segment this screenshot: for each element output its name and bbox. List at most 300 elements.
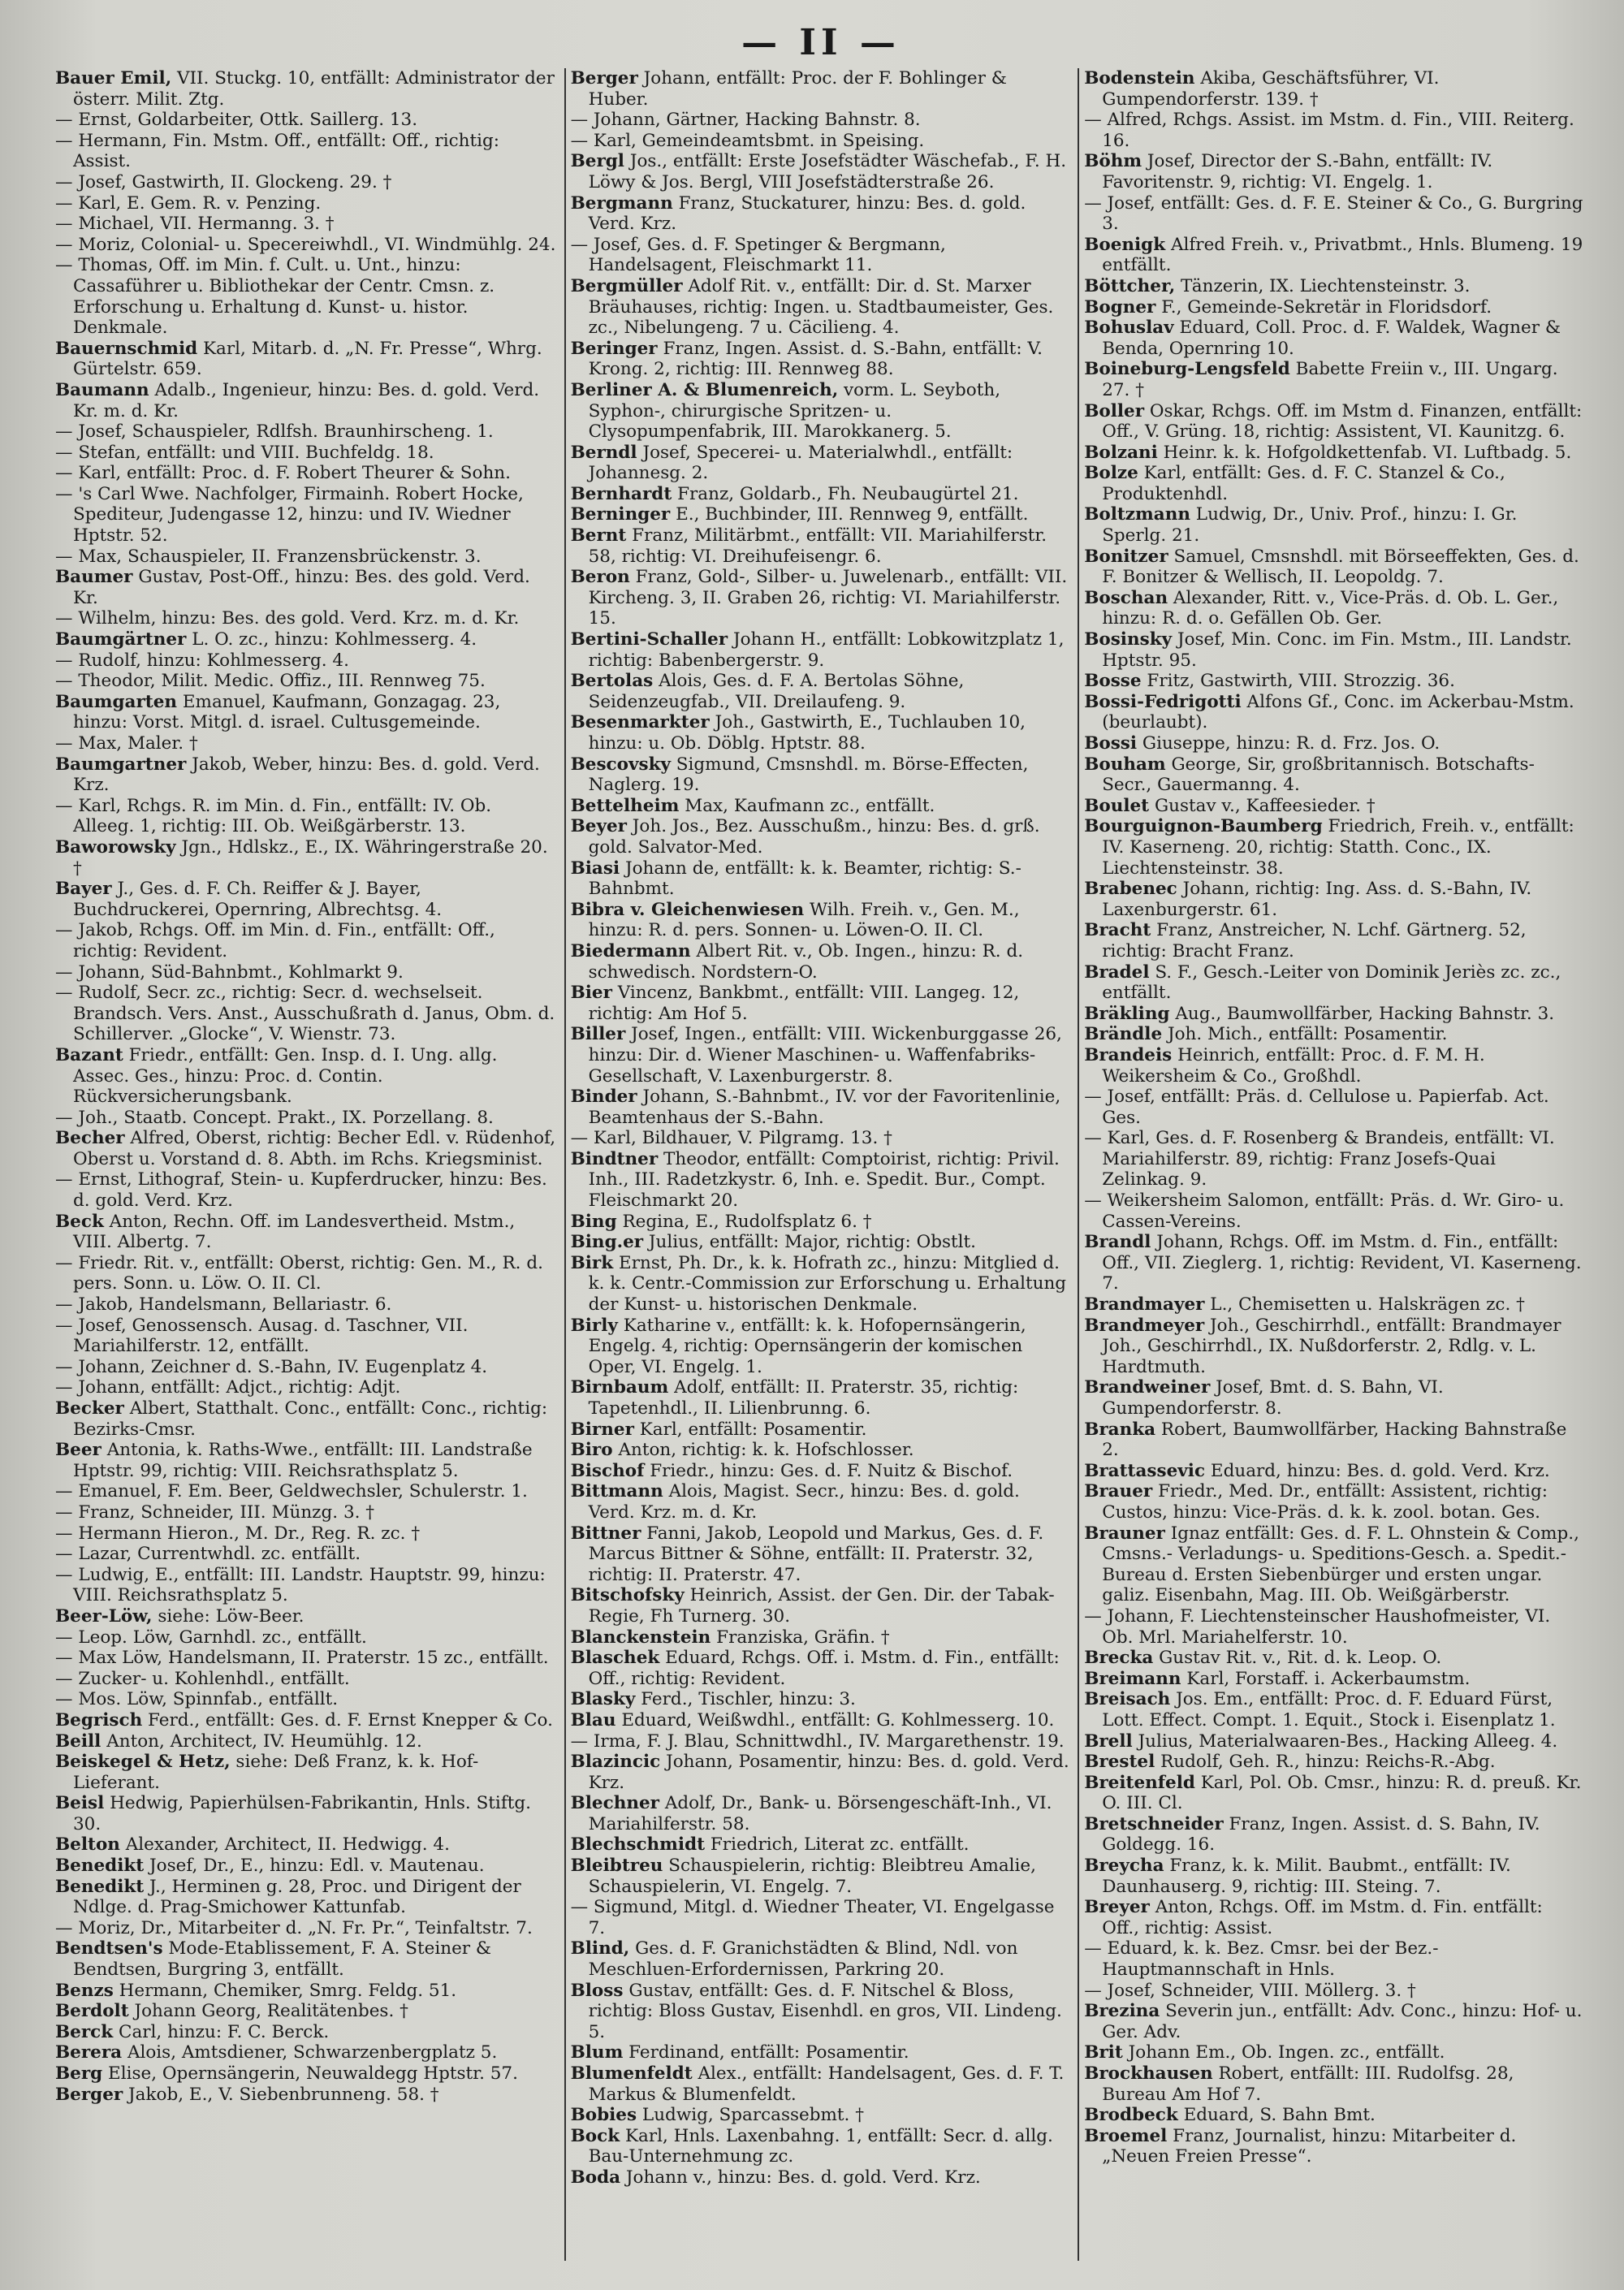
directory-entry [571, 2167, 1070, 2188]
entry-name: Blazincic [570, 1752, 661, 1773]
entry-text: Ludwig, Dr., Univ. Prof., hinzu: I. Gr. Sperlg. 21. [1102, 504, 1518, 547]
directory-entry [55, 1627, 556, 1648]
entry-text: Heinrich, entfällt: Proc. d. F. M. H. Weikersheim & Co., Großhdl. [1102, 1044, 1485, 1087]
entry-name: Birnbaum [570, 1377, 669, 1398]
entry-text: — Alfred, Rchgs. Assist. im Mstm. d. Fin., VIII. Reiterg. 16. [1084, 110, 1574, 151]
entry-name: Brestel [1084, 1752, 1155, 1773]
directory-entry [55, 1710, 556, 1731]
entry-text: Franz, Militärbmt., entfällt: VII. Mariahilferstr. 58, richtig: VI. Dreihufeisengr. 6. [588, 525, 1047, 567]
entry-name: Blau [570, 1709, 616, 1730]
directory-entry [55, 1689, 556, 1710]
entry-name: Breyer [1084, 1897, 1150, 1918]
directory-entry [571, 1253, 1070, 1316]
entry-name: Bouham [1084, 754, 1166, 775]
directory-entry [1084, 1648, 1583, 1669]
entry-text: Carl, hinzu: F. C. Berck. [113, 2021, 330, 2042]
directory-entry [1084, 318, 1583, 359]
entry-text: Joh., Geschirrhdl., entfällt: Brandmayer Joh., Geschirrhdl., IX. Nußdorferstr. 2, Rdlg. v. L. Hardtmuth. [1102, 1315, 1561, 1377]
directory-entry [571, 1419, 1070, 1441]
entry-name: Bittner [570, 1523, 641, 1544]
entry-text: Ludwig, Sparcassebmt. † [637, 2105, 864, 2126]
entry-text: Franz, Gold-, Silber- u. Juwelenarb., entfällt: VII. Kircheng. 3, II. Graben 26, richtig: VI. Mariahilferstr. 15. [588, 567, 1068, 629]
entry-name: Bodenstein [1084, 68, 1195, 89]
directory-entry [571, 2105, 1070, 2126]
directory-entry [1084, 110, 1583, 151]
entry-text: Alex., entfällt: Handelsagent, Ges. d. F. T. Markus & Blumenfeldt. [588, 2063, 1065, 2105]
entry-text: Johann v., hinzu: Bes. d. gold. Verd. Krz. [620, 2167, 981, 2188]
entry-name: Beisl [55, 1793, 105, 1814]
entry-name: Beill [55, 1730, 102, 1752]
directory-entry [1084, 879, 1583, 920]
directory-entry [55, 962, 556, 983]
entry-text: Julius, Materialwaaren-Bes., Hacking Alleeg. 4. [1132, 1730, 1558, 1752]
entry-name: Berg [55, 2063, 103, 2084]
entry-name: Bergmüller [570, 275, 683, 296]
directory-entry [55, 1481, 556, 1502]
entry-name: Bindtner [570, 1148, 659, 1169]
directory-entry [1084, 1814, 1583, 1856]
entry-text: — Lazar, Currentwhdl. zc. entfällt. [55, 1544, 361, 1565]
directory-entry [55, 1793, 556, 1834]
entry-name: Biller [570, 1024, 626, 1045]
directory-entry [571, 1128, 1070, 1149]
entry-name: Bazant [55, 1044, 123, 1065]
entry-text: Alexander, Ritt. v., Vice-Präs. d. Ob. L. Ger., hinzu: R. d. o. Gefällen Ob. Ger. [1102, 587, 1559, 629]
directory-entry [55, 131, 556, 172]
directory-entry [1084, 401, 1583, 443]
entry-name: Bitschofsky [570, 1585, 685, 1606]
entry-text: — Max, Maler. † [55, 733, 198, 754]
directory-entry [1084, 2126, 1583, 2167]
directory-entry [1084, 692, 1583, 733]
entry-name: Brezina [1084, 2001, 1160, 2022]
directory-entry [55, 235, 556, 256]
directory-entry [55, 214, 556, 235]
directory-entry [571, 816, 1070, 858]
entry-text: Johann, entfällt: Proc. der F. Bohlinger & Huber. [588, 68, 1007, 110]
entry-text: Albert, Statthalt. Conc., entfällt: Conc., richtig: Bezirks-Cmsr. [73, 1398, 548, 1440]
directory-entry [1084, 463, 1583, 504]
directory-entry [571, 1731, 1070, 1752]
directory-entry [1084, 754, 1583, 796]
directory-entry [571, 1752, 1070, 1793]
entry-name: Biro [570, 1440, 613, 1461]
entry-name: Brauer [1084, 1481, 1153, 1502]
directory-entry [55, 1128, 556, 1169]
entry-name: Böhm [1084, 151, 1142, 172]
entry-text: Karl, Hnls. Laxenbahng. 1, entfällt: Secr. d. allg. Bau-Unternehmung zc. [588, 2125, 1053, 2167]
entry-name: Beron [570, 567, 630, 588]
entry-text: Josef, Dr., E., hinzu: Edl. v. Mautenau. [144, 1856, 485, 1877]
directory-entry [1084, 547, 1583, 588]
entry-text: Gustav Rit. v., Rit. d. k. Leop. O. [1153, 1648, 1442, 1669]
entry-name: Brodbeck [1084, 2105, 1178, 2126]
directory-entry [1084, 1523, 1583, 1606]
entry-text: Ignaz entfällt: Ges. d. F. L. Ohnstein & Comp., Cmsns.- Verladungs- u. Speditions-Gesch. a. Spedit.-Bureau d. Ersten Siebenbürger und ersten ungar. galiz. Eisenbahn, Mag. III. Ob. Weißgärberstr. [1102, 1523, 1579, 1606]
entry-name: Berndl [570, 442, 637, 463]
directory-entry [1084, 2001, 1583, 2042]
entry-text: siehe: Deß Franz, k. k. Hof-Lieferant. [73, 1752, 479, 1793]
directory-entry [571, 1938, 1070, 1980]
directory-entry [1084, 1377, 1583, 1419]
entry-text: — Johann, Süd-Bahnbmt., Kohlmarkt 9. [55, 961, 404, 983]
directory-entry [1084, 733, 1583, 754]
entry-text: Severin jun., entfällt: Adv. Conc., hinzu: Hof- u. Ger. Adv. [1102, 2001, 1583, 2042]
entry-name: Blaschek [570, 1648, 660, 1669]
entry-text: — Karl, Bildhauer, V. Pilgramg. 13. † [570, 1128, 892, 1149]
entry-text: — Stefan, entfällt: und VIII. Buchfeldg. 18. [55, 442, 434, 463]
entry-text: Heinrich, Assist. der Gen. Dir. der Tabak-Regie, Fh Turnerg. 30. [588, 1585, 1055, 1627]
entry-text: — Josef, entfällt: Ges. d. F. E. Steiner & Co., G. Burgring 3. [1084, 192, 1583, 235]
directory-entry [55, 255, 556, 338]
directory-entry [571, 629, 1070, 671]
entry-text: Oskar, Rchgs. Off. im Mstm d. Finanzen, entfällt: Off., V. Grüng. 18, richtig: Assistent, VI. Kaunitzg. 6. [1102, 400, 1583, 443]
directory-entry [55, 1669, 556, 1690]
directory-entry [55, 1544, 556, 1565]
entry-text: — Karl, Rchgs. R. im Min. d. Fin., entfällt: IV. Ob. Alleeg. 1, richtig: III. Ob. Weißgärberstr. 13. [55, 795, 492, 837]
directory-entry [1084, 2063, 1583, 2105]
directory-entry [55, 1253, 556, 1294]
directory-entry [1084, 796, 1583, 817]
directory-entry [55, 567, 556, 608]
entry-text: L. O. zc., hinzu: Kohlmesserg. 4. [186, 629, 477, 650]
entry-name: Bendtsen's [55, 1938, 163, 1959]
directory-entry [571, 941, 1070, 983]
directory-entry [55, 754, 556, 796]
entry-text: Jakob, Weber, hinzu: Bes. d. gold. Verd. Krz. [73, 754, 540, 796]
entry-name: Berck [55, 2021, 114, 2042]
entry-text: Franz, Ingen. Assist. d. S.-Bahn, entfällt: V. Krong. 2, richtig: III. Rennweg 88. [588, 338, 1043, 380]
entry-text: Jos. Em., entfällt: Proc. d. F. Eduard Fürst, Lott. Effect. Compt. 1. Equit., Stock i. Eisenplatz 1. [1102, 1689, 1556, 1730]
directory-entry [1084, 588, 1583, 629]
directory-entry [55, 796, 556, 837]
entry-text: — Karl, Gemeindeamtsbmt. in Speising. [570, 130, 925, 151]
directory-entry [571, 2042, 1070, 2063]
entry-name: Brockhausen [1084, 2063, 1213, 2084]
entry-name: Beer [55, 1440, 102, 1461]
directory-entry [1084, 193, 1583, 235]
directory-entry [1084, 1004, 1583, 1025]
entry-name: Breimann [1084, 1668, 1181, 1689]
entry-name: Bernhardt [570, 483, 672, 504]
entry-text: Heinr. k. k. Hofgoldkettenfab. VI. Luftbadg. 5. [1157, 442, 1572, 463]
directory-entry [571, 858, 1070, 900]
directory-entry [571, 983, 1070, 1024]
entry-name: Beck [55, 1211, 104, 1232]
directory-entry [55, 172, 556, 193]
directory-entry [571, 2126, 1070, 2167]
entry-text: — Irma, F. J. Blau, Schnittwdhl., IV. Margarethenstr. 19. [570, 1730, 1065, 1752]
directory-entry [1084, 1461, 1583, 1482]
entry-name: Bobies [570, 2105, 637, 2126]
columns-container [50, 68, 1592, 2261]
entry-name: Bing.er [570, 1232, 644, 1253]
entry-name: Becher [55, 1128, 125, 1149]
directory-entry [55, 1502, 556, 1523]
directory-entry [571, 567, 1070, 629]
entry-text: — Karl, Ges. d. F. Rosenberg & Brandeis, entfällt: VI. Mariahilferstr. 89, richtig: Franz Josefs-Quai Zelinkag. 9. [1084, 1128, 1555, 1190]
entry-name: Benedikt [55, 1876, 145, 1897]
entry-text: Josef, Bmt. d. S. Bahn, VI. Gumpendorferstr. 8. [1102, 1377, 1444, 1419]
entry-text: Josef, Specerei- u. Materialwhdl., entfällt: Johannesg. 2. [588, 442, 1013, 484]
entry-name: Breisach [1084, 1689, 1171, 1710]
directory-entry [55, 1440, 556, 1481]
entry-name: Bertini-Schaller [570, 629, 728, 650]
entry-name: Bradel [1084, 961, 1150, 983]
entry-name: Brecka [1084, 1648, 1154, 1669]
directory-entry [55, 983, 556, 1045]
entry-text: Tänzerin, IX. Liechtensteinstr. 3. [1175, 275, 1471, 296]
entry-text: Albert Rit. v., Ob. Ingen., hinzu: R. d. schwedisch. Nordstern-O. [588, 940, 1024, 983]
directory-entry [55, 879, 556, 920]
directory-entry [1084, 68, 1583, 110]
directory-entry [571, 151, 1070, 192]
entry-name: Brandl [1084, 1232, 1151, 1253]
entry-name: Biasi [570, 858, 620, 879]
entry-text: J., Ges. d. F. Ch. Reiffer & J. Bayer, Buchdruckerei, Opernring, Albrechtsg. 4. [73, 879, 443, 920]
entry-name: Blanckenstein [570, 1627, 711, 1648]
entry-name: Baumgärtner [55, 629, 187, 650]
entry-text: — Josef, Schauspieler, Rdlfsh. Braunhirscheng. 1. [55, 421, 494, 443]
entry-name: Baumann [55, 379, 149, 400]
entry-text: Theodor, entfällt: Comptoirist, richtig: Privil. Inh., III. Radetzkystr. 6, Inh. e. Spedit. Bur., Compt. Fleischmarkt 20. [588, 1148, 1060, 1212]
directory-entry [55, 629, 556, 650]
directory-entry [571, 1834, 1070, 1856]
entry-text: — Friedr. Rit. v., entfällt: Oberst, richtig: Gen. M., R. d. pers. Sonn. u. Löw. O. II. Cl. [55, 1252, 543, 1294]
entry-text: Friedrich, Freih. v., entfällt: IV. Kaserneng. 20, richtig: Statth. Conc., IX. Liechtensteinstr. 38. [1102, 816, 1574, 879]
entry-name: Birly [570, 1315, 618, 1336]
directory-entry [55, 1523, 556, 1545]
entry-text: Eduard, hinzu: Bes. d. gold. Verd. Krz. [1205, 1460, 1550, 1481]
entry-text: Robert, Baumwollfärber, Hacking Bahnstraße 2. [1102, 1419, 1567, 1461]
entry-text: Schauspielerin, richtig: Bleibtreu Amalie, Schauspielerin, VI. Engelg. 7. [588, 1856, 1036, 1897]
entry-text: Adolf, entfällt: II. Praterstr. 35, richtig: Tapetenhdl., II. Lilienbrunng. 6. [588, 1377, 1019, 1419]
entry-name: Boineburg-Lengsfeld [1084, 359, 1290, 380]
entry-name: Bourguignon-Baumberg [1084, 816, 1323, 837]
entry-text: Johann Georg, Realitätenbes. † [128, 2001, 408, 2022]
entry-name: Bier [570, 983, 612, 1004]
entry-name: Bernt [570, 525, 627, 547]
entry-name: Bloss [570, 1980, 624, 2001]
directory-entry [571, 1087, 1070, 1128]
entry-text: siehe: Löw-Beer. [152, 1605, 304, 1627]
entry-text: — Jakob, Handelsmann, Bellariastr. 6. [55, 1294, 392, 1316]
directory-entry [1084, 2042, 1583, 2063]
entry-text: Alois, Amtsdiener, Schwarzenbergplatz 5. [122, 2042, 498, 2063]
directory-entry [55, 484, 556, 547]
entry-text: Sigmund, Cmsnshdl. m. Börse-Effecten, Naglerg. 19. [588, 754, 1029, 796]
entry-text: Regina, E., Rudolfsplatz 6. † [616, 1211, 872, 1232]
entry-text: L., Chemisetten u. Halskrägen zc. † [1204, 1294, 1525, 1316]
entry-name: Benedikt [55, 1856, 145, 1877]
entry-text: Anton, richtig: k. k. Hofschlosser. [612, 1440, 914, 1461]
directory-entry [1084, 1232, 1583, 1294]
entry-text: Giuseppe, hinzu: R. d. Frz. Jos. O. [1137, 733, 1440, 754]
directory-entry [571, 1648, 1070, 1689]
entry-text: — 's Carl Wwe. Nachfolger, Firmainh. Robert Hocke, Spediteur, Judengasse 12, hinzu: und IV. Wiedner Hptstr. 52. [55, 483, 524, 547]
entry-name: Brabenec [1084, 879, 1177, 900]
entry-name: Branka [1084, 1419, 1156, 1440]
entry-text: — Joh., Staatb. Concept. Prakt., IX. Porzellang. 8. [55, 1107, 494, 1128]
directory-entry [571, 1461, 1070, 1482]
directory-entry [1084, 1938, 1583, 1980]
directory-entry [571, 276, 1070, 339]
entry-name: Berger [570, 68, 638, 89]
directory-entry [55, 2001, 556, 2022]
entry-text: Emanuel, Kaufmann, Gonzagag. 23, hinzu: Vorst. Mitgl. d. israel. Cultusgemeinde. [73, 691, 501, 733]
entry-text: Eduard, Coll. Proc. d. F. Waldek, Wagner & Benda, Opernring 10. [1102, 318, 1561, 359]
entry-text: Katharine v., entfällt: k. k. Hofopernsängerin, Engelg. 4, richtig: Opernsängerin der komischen Oper, VI. Engelg. 1. [588, 1315, 1026, 1377]
entry-name: Broemel [1084, 2125, 1168, 2146]
directory-entry [1084, 235, 1583, 276]
entry-text: Eduard, Weißwdhl., entfällt: G. Kohlmesserg. 10. [615, 1709, 1055, 1730]
entry-text: George, Sir, großbritannisch. Botschafts-Secr., Gauermanng. 4. [1102, 754, 1535, 796]
entry-name: Breycha [1084, 1856, 1164, 1877]
entry-name: Brandmeyer [1084, 1315, 1205, 1336]
entry-text: — Eduard, k. k. Bez. Cmsr. bei der Bez.-Hauptmannschaft in Hnls. [1084, 1938, 1439, 1981]
entry-text: Anton, Architect, IV. Heumühlg. 12. [101, 1730, 422, 1752]
entry-text: Gustav, Post-Off., hinzu: Bes. des gold. Verd. Kr. [73, 567, 530, 608]
directory-entry [1084, 1024, 1583, 1045]
entry-name: Bayer [55, 879, 112, 900]
directory-entry [571, 1856, 1070, 1897]
directory-entry [571, 1523, 1070, 1586]
entry-text: Josef, Min. Conc. im Fin. Mstm., III. Landstr. Hptstr. 95. [1102, 629, 1572, 671]
entry-name: Brandweiner [1084, 1377, 1211, 1398]
entry-name: Bräkling [1084, 1003, 1170, 1024]
entry-text: Franz, Ingen. Assist. d. S. Bahn, IV. Goldegg. 16. [1102, 1813, 1540, 1856]
entry-name: Bolzani [1084, 442, 1158, 463]
entry-text: — Moriz, Dr., Mitarbeiter d. „N. Fr. Pr.“, Teinfaltstr. 7. [55, 1917, 533, 1938]
entry-text: — Hermann Hieron., M. Dr., Reg. R. zc. † [55, 1523, 421, 1544]
entry-text: Eduard, Rchgs. Off. i. Mstm. d. Fin., entfällt: Off., richtig: Revident. [588, 1648, 1060, 1689]
directory-entry [55, 1169, 556, 1211]
entry-text: Alexander, Architect, II. Hedwigg. 4. [119, 1834, 450, 1856]
directory-entry [1084, 1481, 1583, 1523]
directory-entry [1084, 1316, 1583, 1378]
directory-entry [1084, 962, 1583, 1004]
directory-entry [55, 1938, 556, 1980]
entry-text: — Rudolf, Secr. zc., richtig: Secr. d. wechselseit. Brandsch. Vers. Anst., Ausschußrath d. Janus, Obm. d. Schillerver. „Glocke“, V. Wienstr. 73. [55, 983, 555, 1045]
directory-entry [571, 443, 1070, 484]
entry-name: Bock [570, 2125, 620, 2146]
directory-entry [571, 1897, 1070, 1938]
directory-entry [1084, 920, 1583, 961]
entry-text: Josef, Ingen., entfällt: VIII. Wickenburggasse 26, hinzu: Dir. d. Wiener Maschinen- u. Waffenfabriks-Gesellschaft, V. Laxenburgerstr. 8. [588, 1024, 1062, 1087]
entry-text: Johann H., entfällt: Lobkowitzplatz 1, richtig: Babenbergerstr. 9. [588, 629, 1065, 671]
entry-text: Franz, Anstreicher, N. Lchf. Gärtnerg. 52, richtig: Bracht Franz. [1102, 920, 1527, 961]
directory-entry [571, 1024, 1070, 1087]
entry-name: Breitenfeld [1084, 1772, 1195, 1793]
entry-text: — Josef, entfällt: Präs. d. Cellulose u. Papierfab. Act. Ges. [1084, 1087, 1549, 1128]
entry-name: Brandmayer [1084, 1294, 1205, 1316]
entry-name: Binder [570, 1087, 637, 1108]
entry-text: Max, Kaufmann zc., entfällt. [679, 795, 935, 816]
entry-name: Blind, [570, 1938, 630, 1959]
directory-entry [55, 380, 556, 421]
directory-entry [55, 671, 556, 692]
entry-text: Rudolf, Geh. R., hinzu: Reichs-R.-Abg. [1155, 1752, 1496, 1773]
entry-text: Franziska, Gräfin. † [710, 1627, 890, 1648]
entry-text: Aug., Baumwollfärber, Hacking Bahnstr. 3. [1169, 1003, 1555, 1024]
entry-text: Karl, entfällt: Ges. d. F. C. Stanzel & Co., Produktenhdl. [1102, 463, 1505, 504]
entry-name: Bosinsky [1084, 629, 1173, 650]
entry-text: — Thomas, Off. im Min. f. Cult. u. Unt., hinzu: Cassaführer u. Bibliothekar der Centr. Cmsn. z. Erforschung u. Erhaltung d. Kunst- u. histor. Denkmale. [55, 255, 495, 339]
directory-entry [1084, 1981, 1583, 2002]
directory-entry [571, 131, 1070, 152]
entry-text: Karl, Pol. Ob. Cmsr., hinzu: R. d. preuß. Kr. O. III. Cl. [1102, 1772, 1582, 1814]
directory-entry [55, 608, 556, 629]
entry-text: Karl, Mitarb. d. „N. Fr. Presse“, Whrg. Gürtelstr. 659. [73, 338, 542, 380]
entry-name: Boda [570, 2167, 621, 2188]
entry-name: Birk [570, 1252, 614, 1273]
directory-entry [571, 1689, 1070, 1710]
entry-text: — Josef, Genossensch. Ausag. d. Taschner, VII. Mariahilferstr. 12, entfällt. [55, 1315, 469, 1357]
directory-entry [571, 110, 1070, 131]
directory-entry [571, 754, 1070, 796]
directory-entry [55, 443, 556, 464]
entry-text: Friedr., entfällt: Gen. Insp. d. I. Ung. allg. Assec. Ges., hinzu: Proc. d. Contin. Rückversicherungsbank. [73, 1044, 498, 1108]
entry-text: Ernst, Ph. Dr., k. k. Hofrath zc., hinzu: Mitglied d. k. k. Centr.-Commission zur Erforschung u. Erhaltung der Kunst- u. historischen Denkmale. [588, 1252, 1067, 1316]
directory-entry [1084, 1752, 1583, 1773]
entry-name: Bauernschmid [55, 338, 198, 359]
entry-name: Boulet [1084, 795, 1150, 816]
directory-entry [1084, 359, 1583, 400]
entry-text: — Theodor, Milit. Medic. Offiz., III. Rennweg 75. [55, 671, 486, 692]
directory-entry [55, 2063, 556, 2085]
directory-entry [571, 525, 1070, 567]
entry-name: Bracht [1084, 920, 1151, 941]
entry-name: Besenmarkter [570, 712, 710, 733]
entry-name: Brattassevic [1084, 1460, 1206, 1481]
entry-text: Alfons Gf., Conc. im Ackerbau-Mstm. (beurlaubt). [1102, 691, 1574, 733]
entry-name: Bergmann [570, 192, 673, 214]
entry-text: — Ludwig, E., entfällt: III. Landstr. Hauptstr. 99, hinzu: VIII. Reichsrathsplatz 5. [55, 1564, 546, 1606]
entry-text: Samuel, Cmsnshdl. mit Börseeffekten, Ges. d. F. Bonitzer & Wellisch, II. Leopoldg. 7. [1102, 546, 1579, 588]
entry-name: Becker [55, 1398, 124, 1419]
directory-entry [571, 1981, 1070, 2043]
entry-name: Bolze [1084, 463, 1138, 484]
entry-text: Johann, S.-Bahnbmt., IV. vor der Favoritenlinie, Beamtenhaus der S.-Bahn. [588, 1087, 1061, 1128]
entry-name: Baumgarten [55, 691, 178, 712]
directory-entry [1084, 1689, 1583, 1730]
entry-text: Antonia, k. Raths-Wwe., entfällt: III. Landstraße Hptstr. 99, richtig: VIII. Reichsrathsplatz 5. [73, 1440, 533, 1481]
entry-name: Boltzmann [1084, 504, 1190, 525]
entry-text: — Karl, E. Gem. R. v. Penzing. [55, 192, 322, 214]
directory-entry [571, 1585, 1070, 1627]
entry-text: VII. Stuckg. 10, entfällt: Administrator der österr. Milit. Ztg. [73, 68, 555, 110]
entry-name: Bing [570, 1211, 617, 1232]
entry-name: Bohuslav [1084, 318, 1174, 339]
entry-text: Eduard, S. Bahn Bmt. [1177, 2105, 1376, 2126]
entry-text: — Josef, Ges. d. F. Spetinger & Bergmann, Handelsagent, Fleischmarkt 11. [570, 234, 946, 276]
entry-text: Adolf Rit. v., entfällt: Dir. d. St. Marxer Bräuhauses, richtig: Ingen. u. Stadtbaumeister, Ges. zc., Nibelungeng. 7 u. Cäcilieng. 4. [588, 275, 1054, 339]
entry-name: Biedermann [570, 940, 691, 961]
entry-name: Belton [55, 1834, 120, 1856]
directory-entry [571, 339, 1070, 380]
directory-entry [1084, 276, 1583, 297]
entry-name: Benzs [55, 1980, 114, 2001]
directory-entry [1084, 1419, 1583, 1461]
directory-entry [1084, 816, 1583, 879]
entry-name: Blechschmidt [570, 1834, 706, 1856]
directory-entry [1084, 629, 1583, 671]
directory-entry [55, 1108, 556, 1129]
entry-text: — Jakob, Rchgs. Off. im Min. d. Fin., entfällt: Off., richtig: Revident. [55, 920, 495, 961]
directory-entry [1084, 1731, 1583, 1752]
entry-text: J., Herminen g. 28, Proc. und Dirigent der Ndlge. d. Prag-Smichower Kattunfab. [73, 1876, 521, 1918]
entry-text: — Johann, Zeichner d. S.-Bahn, IV. Eugenplatz 4. [55, 1356, 488, 1377]
